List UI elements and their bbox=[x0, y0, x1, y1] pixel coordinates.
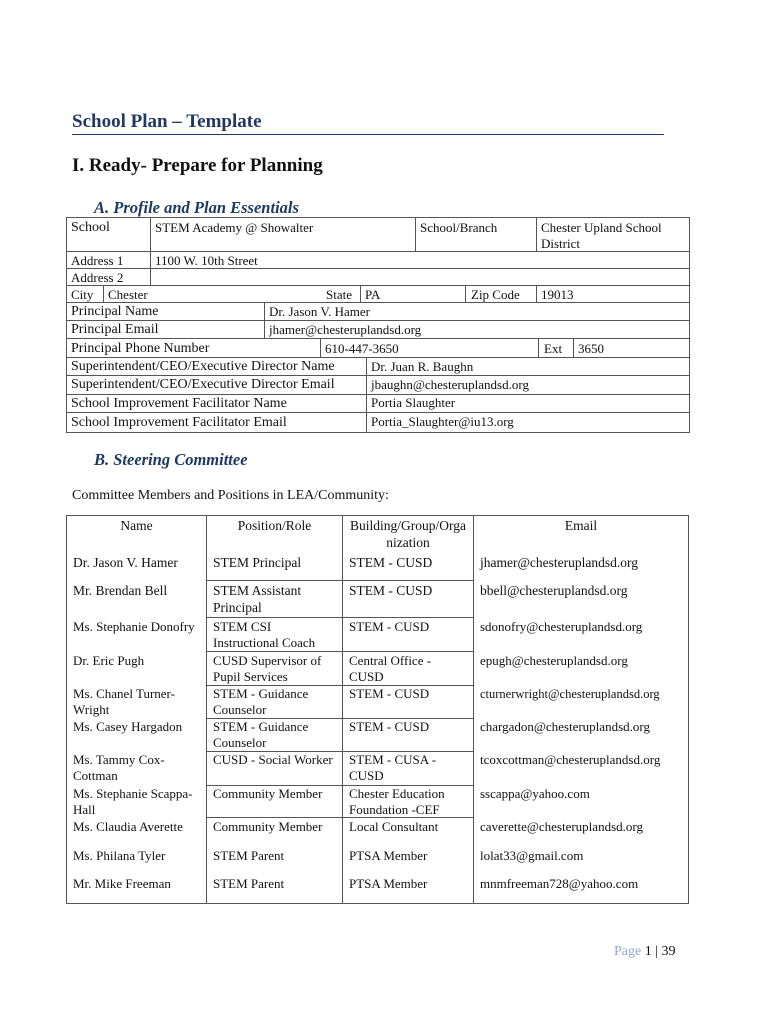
school-label: School bbox=[71, 220, 110, 235]
address2-label: Address 2 bbox=[71, 270, 124, 285]
member-position: STEM Principal bbox=[213, 555, 302, 570]
member-name: Ms. Chanel Turner-Wright bbox=[73, 686, 175, 717]
zip-label: Zip Code bbox=[471, 287, 520, 302]
address2-value bbox=[151, 269, 159, 271]
address1-label: Address 1 bbox=[71, 253, 124, 268]
member-name: Dr. Jason V. Hamer bbox=[73, 555, 178, 570]
principal-phone-label: Principal Phone Number bbox=[71, 341, 210, 356]
superintendent-email-label: Superintendent/CEO/Executive Director Email bbox=[71, 377, 335, 392]
member-email: tcoxcottman@chesteruplandsd.org bbox=[480, 752, 661, 767]
member-name: Ms. Tammy Cox-Cottman bbox=[73, 752, 165, 783]
school-name-value: STEM Academy @ Showalter bbox=[155, 220, 314, 235]
ext-value: 3650 bbox=[578, 341, 604, 356]
member-position: STEM Assistant Principal bbox=[213, 583, 302, 615]
member-position: STEM Parent bbox=[213, 848, 285, 863]
member-name: Ms. Casey Hargadon bbox=[73, 719, 183, 734]
member-email: sscappa@yahoo.com bbox=[480, 786, 590, 801]
principal-name-value: Dr. Jason V. Hamer bbox=[269, 304, 370, 319]
member-position: STEM - Guidance Counselor bbox=[213, 719, 309, 750]
document-title: School Plan – Template bbox=[72, 111, 664, 135]
member-email: epugh@chesteruplandsd.org bbox=[480, 653, 628, 668]
member-organization: Chester Education Foundation -CEF bbox=[349, 786, 445, 817]
facilitator-name-value: Portia Slaughter bbox=[371, 395, 456, 410]
school-branch-label: School/Branch bbox=[420, 220, 498, 235]
member-position: STEM - Guidance Counselor bbox=[213, 686, 309, 717]
header-name: Name bbox=[120, 518, 153, 533]
facilitator-email-label: School Improvement Facilitator Email bbox=[71, 415, 287, 430]
steering-committee-heading: B. Steering Committee bbox=[94, 450, 248, 469]
page-footer bbox=[614, 943, 676, 961]
page-label: Page bbox=[614, 944, 642, 959]
member-organization: STEM - CUSD bbox=[349, 583, 433, 598]
member-position: CUSD Supervisor of Pupil Services bbox=[213, 653, 322, 684]
member-organization: PTSA Member bbox=[349, 876, 428, 891]
member-position: STEM Parent bbox=[213, 876, 285, 891]
member-organization: Central Office - CUSD bbox=[349, 653, 432, 684]
member-organization: STEM - CUSD bbox=[349, 686, 430, 701]
member-name: Ms. Claudia Averette bbox=[73, 819, 183, 834]
school-branch-value: Chester Upland School District bbox=[541, 220, 662, 251]
member-name: Ms. Stephanie Scappa-Hall bbox=[73, 786, 193, 817]
state-value: PA bbox=[365, 287, 381, 302]
city-value: Chester bbox=[108, 287, 148, 302]
member-organization: STEM - CUSA - CUSD bbox=[349, 752, 437, 783]
superintendent-name-label: Superintendent/CEO/Executive Director Name bbox=[71, 359, 335, 374]
member-position: Community Member bbox=[213, 786, 323, 801]
member-organization: PTSA Member bbox=[349, 848, 428, 863]
member-email: caverette@chesteruplandsd.org bbox=[480, 819, 643, 834]
profile-heading: A. Profile and Plan Essentials bbox=[94, 198, 299, 217]
superintendent-email-value: jbaughn@chesteruplandsd.org bbox=[371, 377, 529, 392]
member-position: STEM CSI Instructional Coach bbox=[213, 619, 316, 650]
header-organization: Building/Group/Organization bbox=[350, 518, 466, 550]
ext-label: Ext bbox=[544, 341, 563, 356]
member-email: chargadon@chesteruplandsd.org bbox=[480, 719, 650, 734]
facilitator-email-value: Portia_Slaughter@iu13.org bbox=[371, 414, 514, 429]
address1-value: 1100 W. 10th Street bbox=[155, 253, 258, 268]
facilitator-name-label: School Improvement Facilitator Name bbox=[71, 396, 287, 411]
member-name: Dr. Eric Pugh bbox=[73, 653, 145, 668]
page-separator: | bbox=[655, 944, 659, 959]
member-name: Ms. Stephanie Donofry bbox=[73, 619, 195, 634]
principal-phone-value: 610-447-3650 bbox=[325, 341, 399, 356]
section-heading: I. Ready- Prepare for Planning bbox=[72, 155, 323, 176]
member-position: Community Member bbox=[213, 819, 323, 834]
member-name: Mr. Brendan Bell bbox=[73, 583, 168, 598]
member-name: Mr. Mike Freeman bbox=[73, 876, 171, 891]
city-label: City bbox=[71, 287, 94, 302]
page-number: 1 bbox=[644, 944, 652, 959]
member-email: sdonofry@chesteruplandsd.org bbox=[480, 619, 643, 634]
member-email: bbell@chesteruplandsd.org bbox=[480, 583, 628, 598]
principal-name-label: Principal Name bbox=[71, 304, 159, 319]
state-label: State bbox=[326, 287, 352, 302]
page-total: 39 bbox=[661, 944, 676, 959]
principal-email-value: jhamer@chesteruplandsd.org bbox=[269, 322, 422, 337]
member-position: CUSD - Social Worker bbox=[213, 752, 333, 767]
member-email: cturnerwright@chesteruplandsd.org bbox=[480, 687, 660, 701]
header-email: Email bbox=[564, 518, 598, 533]
member-name: Ms. Philana Tyler bbox=[73, 848, 166, 863]
member-email: jhamer@chesteruplandsd.org bbox=[480, 555, 639, 570]
committee-intro: Committee Members and Positions in LEA/Community: bbox=[72, 488, 389, 503]
principal-email-label: Principal Email bbox=[71, 322, 159, 337]
member-organization: Local Consultant bbox=[349, 819, 439, 834]
member-organization: STEM - CUSD bbox=[349, 719, 430, 734]
member-email: lolat33@gmail.com bbox=[480, 848, 584, 863]
zip-value: 19013 bbox=[541, 287, 574, 302]
superintendent-name-value: Dr. Juan R. Baughn bbox=[371, 359, 474, 374]
member-organization: STEM - CUSD bbox=[349, 619, 430, 634]
member-organization: STEM - CUSD bbox=[349, 555, 433, 570]
header-position: Position/Role bbox=[237, 518, 312, 533]
member-email: mnmfreeman728@yahoo.com bbox=[480, 876, 639, 891]
